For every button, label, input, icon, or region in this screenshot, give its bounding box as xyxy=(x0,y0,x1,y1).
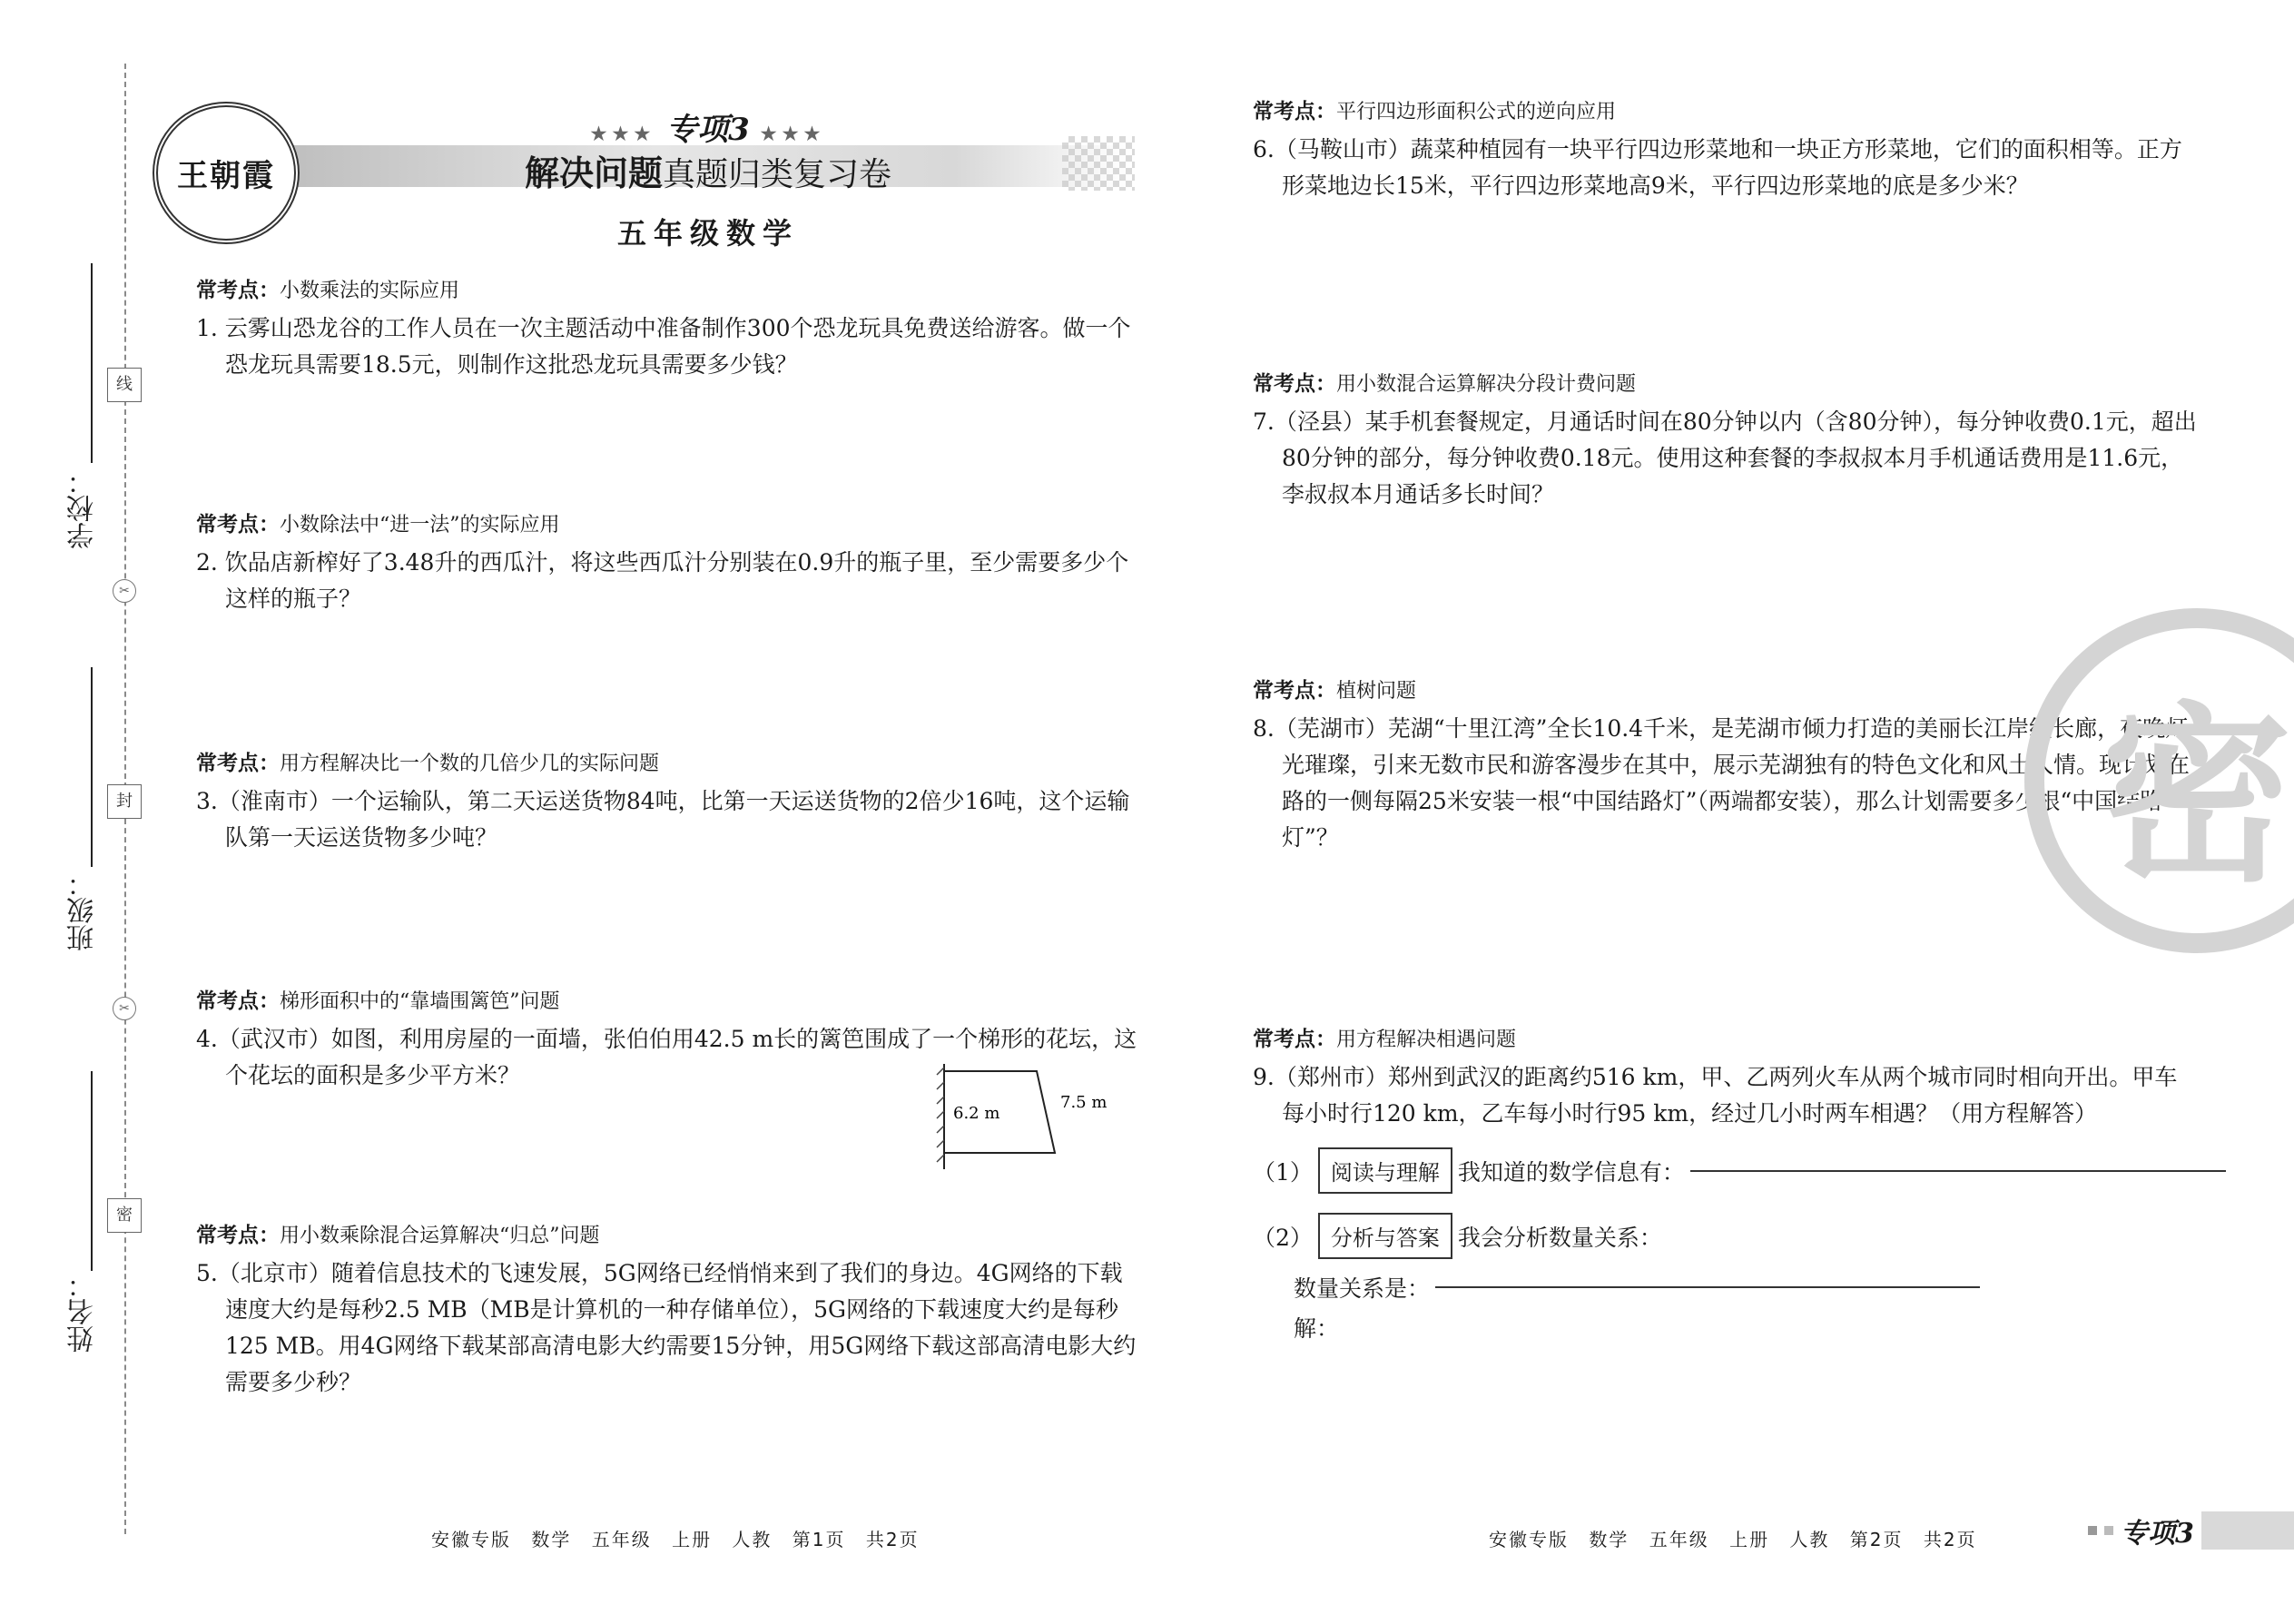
q9-part-1: （1） 阅读与理解 我知道的数学信息有： xyxy=(1253,1147,2226,1194)
question-1: 常考点：小数乘法的实际应用 1. 云雾山恐龙谷的工作人员在一次主题活动中准备制作300个恐龙玩具免费送给游客。做一个恐龙玩具需要18.5元，则制作这批恐龙玩具需要多少钱？ xyxy=(196,279,1131,378)
seal-marker-secret: 密 xyxy=(107,1198,142,1233)
class-label: 班级： xyxy=(67,870,99,951)
question-3: 常考点：用方程解决比一个数的几倍少几的实际问题 3.（淮南市）一个运输队，第二天运送货物84吨，比第一天运送货物的2倍少16吨，这个运输队第一天运送货物多少吨？ xyxy=(196,752,1130,851)
answer-blank[interactable] xyxy=(1690,1170,2226,1172)
school-label: 学校： xyxy=(67,468,99,549)
page-tab: 专项3 xyxy=(2088,1511,2294,1550)
tab-square-icon xyxy=(2104,1526,2113,1535)
page-title: 解决问题真题归类复习卷 xyxy=(524,153,892,193)
question-5: 常考点：用小数乘除混合运算解决“归总”问题 5.（北京市）随着信息技术的飞速发展，5G网络已经悄悄来到了我们的身边。4G网络的下载速度大约是每秒2.5 MB（MB是计算机的一种存储单位），5G网络的下载速度大约是每秒125 MB。用4G网络下载某部高清电影大约需要15分钟，用5G网络下载这部高清电影大约需要多少秒？ xyxy=(196,1224,1137,1395)
question-4: 常考点：梯形面积中的“靠墙围篱笆”问题 4.（武汉市）如图，利用房屋的一面墙，张伯伯用42.5 m长的篱笆围成了一个梯形的花坛，这个花坛的面积是多少平方米？ xyxy=(196,989,1137,1088)
q9-part-1-box: 阅读与理解 xyxy=(1318,1147,1452,1194)
class-blank xyxy=(91,667,93,867)
question-6: 常考点：平行四边形面积公式的逆向应用 6.（马鞍山市）蔬菜种植园有一块平行四边形菜地和一块正方形菜地，它们的面积相等。正方形菜地边长15米，平行四边形菜地高9米，平行四边形菜地的底是多少米？ xyxy=(1253,100,2182,199)
scissor-icon: ✂ xyxy=(113,997,136,1020)
question-2: 常考点：小数除法中“进一法”的实际应用 2. 饮品店新榨好了3.48升的西瓜汁，将这些西瓜汁分别装在0.9升的瓶子里，至少需要多少个这样的瓶子？ xyxy=(196,513,1129,612)
star-icons: ★★★ xyxy=(760,123,826,144)
name-label: 姓名： xyxy=(67,1271,99,1353)
watermark-seal: 密 xyxy=(2024,608,2294,953)
q9-relation: 数量关系是： xyxy=(1294,1271,1980,1304)
seal-marker-seal: 封 xyxy=(107,784,142,819)
question-7: 常考点：用小数混合运算解决分段计费问题 7.（泾县）某手机套餐规定，月通话时间在80分钟以内（含80分钟），每分钟收费0.1元，超出80分钟的部分，每分钟收费0.18元。使用这种套餐的李叔叔本月手机通话费用是11.6元，李叔叔本月通话多长时间？ xyxy=(1253,372,2197,507)
page-subtitle: 五年级数学 xyxy=(616,216,799,251)
q9-part-2-box: 分析与答案 xyxy=(1318,1213,1452,1259)
school-blank xyxy=(91,263,93,463)
footer-left: 安徽专版 数学 五年级 上册 人教 第1页 共2页 xyxy=(431,1529,920,1550)
question-8: 常考点：植树问题 8.（芜湖市）芜湖“十里江湾”全长10.4千米，是芜湖市倾力打造的美丽长江岸线长廊，夜晚灯光璀璨，引来无数市民和游客漫步在其中，展示芜湖独有的特色文化和风土人情。现计划在路的一侧每隔25米安装一根“中国结路灯”（两端都安装），那么计划需要多少根“中国结路灯”？ xyxy=(1253,679,2191,851)
brand-logo: 王朝霞 xyxy=(153,102,300,244)
q9-part-2: （2） 分析与答案 我会分析数量关系： xyxy=(1253,1213,1662,1259)
scissor-icon: ✂ xyxy=(113,579,136,603)
trapezoid-figure xyxy=(935,1062,1153,1171)
seal-marker-line: 线 xyxy=(107,368,142,402)
tab-square-icon xyxy=(2088,1526,2097,1535)
series-title: ★★★ 专项3 ★★★ xyxy=(590,112,826,148)
question-9: 常考点：用方程解决相遇问题 9.（郑州市）郑州到武汉的距离约516 km，甲、乙两列火车从两个城市同时相向开出。甲车每小时行120 km，乙车每小时行95 km，经过几小时两车相遇？（用方程解答） xyxy=(1253,1028,2178,1127)
figure-label-right: 7.5 m xyxy=(1060,1093,1108,1112)
relation-blank[interactable] xyxy=(1435,1286,1980,1288)
figure-label-left: 6.2 m xyxy=(953,1104,1000,1123)
name-blank xyxy=(91,1071,93,1271)
star-icons: ★★★ xyxy=(590,123,656,144)
footer-right: 安徽专版 数学 五年级 上册 人教 第2页 共2页 xyxy=(1489,1529,1977,1550)
q9-solve: 解： xyxy=(1294,1315,1340,1342)
